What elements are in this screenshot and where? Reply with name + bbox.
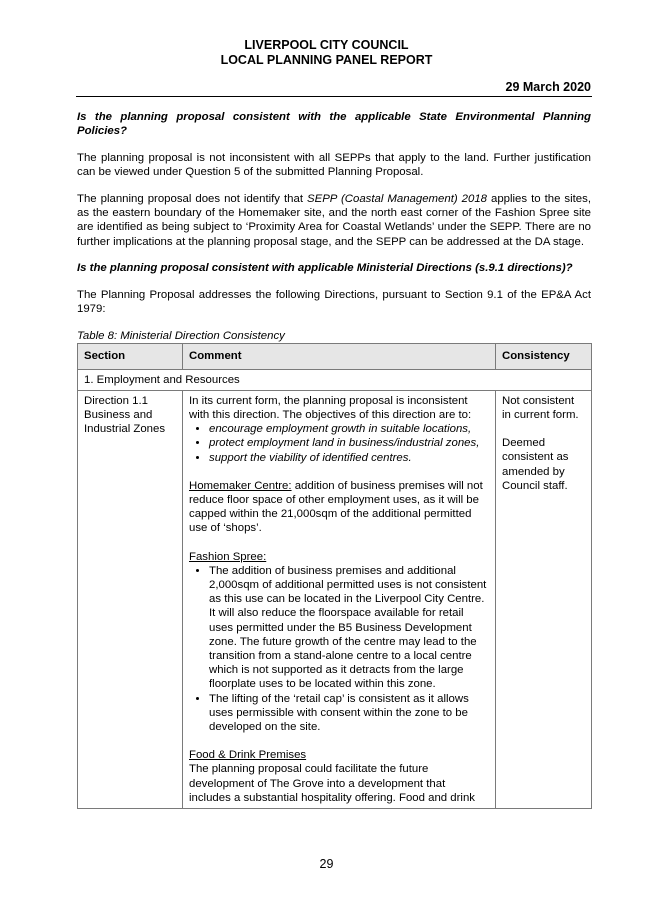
page-content <box>77 110 591 809</box>
question-ministerial: Is the planning proposal consistent with applicable Ministerial Directions (s.9.1 directions)? <box>77 262 573 275</box>
fashion-list <box>189 564 489 734</box>
consistency-current: Not consistent in current form. <box>502 394 579 422</box>
consistency-amended: Deemed consistent as amended by Council staff. <box>502 437 569 492</box>
paragraph-directions: The Planning Proposal addresses the following Directions, pursuant to Section 9.1 of the EP&A Act 1979: <box>77 289 591 316</box>
header-consistency: Consistency <box>496 344 592 369</box>
coastal-pre: The planning proposal does not identify that <box>77 193 307 205</box>
list-item: • protect employment land in business/industrial zones, <box>209 436 489 450</box>
list-item: • support the viability of identified centres. <box>209 451 489 465</box>
coastal-post: applies to the sites, as the eastern boundary of the Homemaker site, and the north east corner of the Fashion Spree site are identified as being subject to ‘Proximity Area for Coastal Wetlands’ under the SEPP. There are no further implications at the planning proposal stage, and the SEPP can be addressed at the DA stage. <box>77 193 592 248</box>
header-comment: Comment <box>183 344 496 369</box>
question-sepp: Is the planning proposal consistent with the applicable State Environmental Planning Policies? <box>77 111 591 138</box>
paragraph-coastal-sepp <box>77 192 591 249</box>
homemaker-paragraph <box>189 479 489 536</box>
group-employment-resources: 1. Employment and Resources <box>78 369 592 390</box>
list-item: • encourage employment growth in suitable locations, <box>209 422 489 436</box>
cell-consistency <box>496 390 592 808</box>
homemaker-text: addition of business premises will not reduce floor space of other employment uses, as it will be capped within the 21,000sqm of the additional permitted use of ‘shops’. <box>189 479 483 535</box>
objectives-list <box>189 422 489 465</box>
cell-section: Direction 1.1 Business and Industrial Zones <box>78 390 183 808</box>
list-item: • The addition of business premises and additional 2,000sqm of additional permitted uses is not consistent as this use can be located in the Liverpool City Centre. It will also reduce the floorspace available for retail uses permitted under the B5 Business Development zone. The future growth of the centre may lead to the transition from a stand-alone centre to a local centre which is not supported as it detracts from the large floorplate uses to be located within this zone. <box>209 564 489 692</box>
table-header-row <box>78 344 592 369</box>
food-text: The planning proposal could facilitate the future development of The Grove into a development that includes a substantial hospitality offering. Food and drink <box>189 763 475 804</box>
header-section: Section <box>78 344 183 369</box>
paragraph-sepp-consistency: The planning proposal is not inconsistent with all SEPPs that apply to the land. Further justification can be viewed under Question 5 of the submitted Planning Proposal. <box>77 152 591 179</box>
report-title: LOCAL PLANNING PANEL REPORT <box>220 53 433 67</box>
cell-comment <box>183 390 496 808</box>
homemaker-label: Homemaker Centre: <box>189 479 292 492</box>
report-date: 29 March 2020 <box>505 80 591 94</box>
report-header <box>0 38 653 68</box>
coastal-sepp-title: SEPP (Coastal Management) 2018 <box>307 193 487 205</box>
list-item: • The lifting of the ‘retail cap’ is consistent as it allows uses permissible with consent within the zone to be developed on the site. <box>209 692 489 735</box>
table-caption: Table 8: Ministerial Direction Consistency <box>77 330 285 343</box>
food-label: Food & Drink Premises <box>189 749 307 762</box>
table-group-row <box>78 369 592 390</box>
comment-intro: In its current form, the planning proposal is inconsistent with this direction. The objectives of this direction are to: <box>189 394 472 422</box>
council-name: LIVERPOOL CITY COUNCIL <box>244 38 409 52</box>
table-row <box>78 390 592 808</box>
header-divider <box>76 96 592 97</box>
fashion-label: Fashion Spree: <box>189 550 267 563</box>
page-number: 29 <box>319 857 334 871</box>
ministerial-direction-table <box>77 343 592 809</box>
